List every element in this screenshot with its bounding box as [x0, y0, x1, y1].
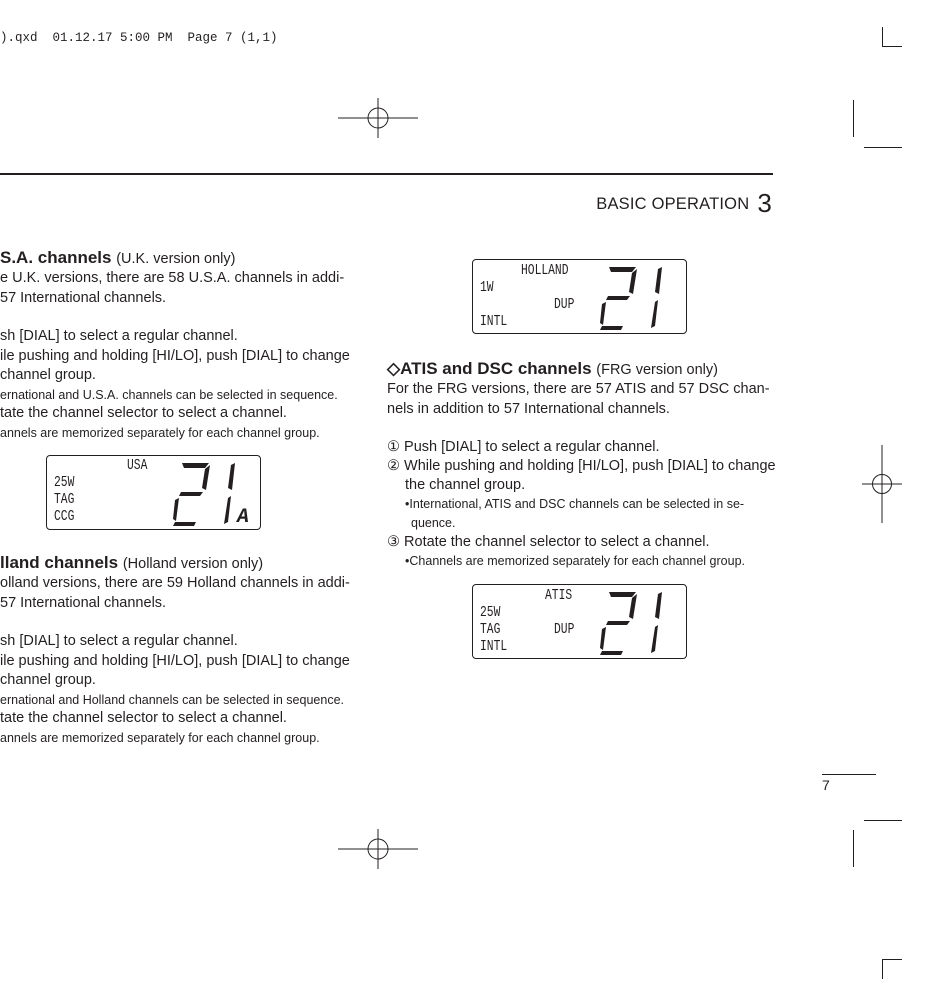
page-number-rule — [822, 774, 876, 775]
lcd-digit-2 — [600, 592, 637, 655]
lcd-label: INTL — [480, 314, 508, 330]
step-marker: ① — [387, 439, 400, 455]
holland-step-note: ernational and Holland channels can be selected in sequence. — [0, 693, 344, 707]
registration-mark-icon — [338, 829, 418, 869]
atis-heading-note: (FRG version only) — [596, 362, 718, 378]
step-note-text: Channels are memorized separately for each channel group. — [409, 554, 745, 568]
usa-heading — [0, 248, 235, 268]
atis-step — [387, 438, 660, 458]
step-text: Push [DIAL] to select a regular channel. — [404, 439, 660, 455]
lcd-channel-suffix: A — [237, 506, 250, 529]
lcd-channel-digits — [600, 265, 675, 329]
holland-intro-line: 57 International channels. — [0, 595, 167, 611]
holland-heading-note: (Holland version only) — [122, 556, 264, 572]
lcd-channel-digits — [600, 590, 675, 654]
lcd-digit-2 — [600, 267, 637, 330]
lcd-label: DUP — [554, 622, 575, 638]
usa-step: sh [DIAL] to select a regular channel. — [0, 328, 238, 344]
lcd-display-holland — [472, 259, 687, 334]
lcd-channel-digits — [173, 461, 253, 529]
holland-step: sh [DIAL] to select a regular channel. — [0, 633, 238, 649]
lcd-digit-1 — [224, 463, 235, 524]
page-number: 7 — [822, 777, 830, 793]
holland-step: ile pushing and holding [HI/LO], push [DIAL] to change — [0, 653, 350, 669]
step-text: Rotate the channel selector to select a channel. — [404, 534, 710, 550]
lcd-label: ATIS — [545, 588, 573, 604]
bullet-marker: • — [405, 497, 410, 511]
print-slug: ).qxd 01.12.17 5:00 PM Page 7 (1,1) — [0, 31, 278, 45]
holland-step: tate the channel selector to select a channel. — [0, 710, 287, 726]
diamond-icon: ◇ — [387, 359, 401, 378]
usa-step: tate the channel selector to select a channel. — [0, 405, 287, 421]
usa-step: ile pushing and holding [HI/LO], push [DIAL] to change — [0, 348, 350, 364]
usa-intro-line: 57 International channels. — [0, 290, 167, 306]
holland-heading-text: lland channels — [0, 553, 119, 572]
holland-heading — [0, 553, 263, 573]
atis-heading — [387, 359, 718, 379]
crop-mark — [864, 820, 902, 821]
crop-mark — [882, 27, 883, 47]
atis-intro-line: For the FRG versions, there are 57 ATIS and 57 DSC chan- — [387, 381, 770, 397]
lcd-digit-2 — [173, 463, 210, 526]
lcd-label: USA — [127, 458, 148, 474]
lcd-label: INTL — [480, 639, 508, 655]
lcd-label: CCG — [54, 509, 75, 525]
atis-step-note — [405, 495, 744, 515]
crop-mark — [882, 959, 902, 960]
lcd-label: TAG — [480, 622, 501, 638]
section-title-text: BASIC OPERATION — [596, 195, 750, 213]
atis-step-note: quence. — [411, 516, 456, 530]
usa-step: channel group. — [0, 367, 96, 383]
lcd-digit-1 — [651, 592, 662, 653]
registration-mark-icon — [338, 98, 418, 138]
usa-step-note: annels are memorized separately for each channel group. — [0, 426, 320, 440]
crop-mark — [882, 959, 883, 979]
lcd-label: 25W — [54, 475, 75, 491]
crop-mark — [882, 46, 902, 47]
usa-intro-line: e U.K. versions, there are 58 U.S.A. channels in addi- — [0, 270, 345, 286]
section-title — [596, 188, 772, 219]
usa-step-note: ernational and U.S.A. channels can be selected in sequence. — [0, 388, 338, 402]
holland-intro-line: olland versions, there are 59 Holland channels in addi- — [0, 575, 350, 591]
crop-mark — [864, 147, 902, 148]
lcd-display-usa — [46, 455, 261, 530]
holland-step: channel group. — [0, 672, 96, 688]
lcd-label: HOLLAND — [521, 263, 569, 279]
atis-step — [387, 533, 710, 553]
usa-heading-text: S.A. channels — [0, 248, 112, 267]
registration-mark-icon — [862, 445, 902, 523]
lcd-label: 1W — [480, 280, 494, 296]
atis-step — [387, 457, 776, 477]
atis-step-note — [405, 552, 745, 572]
lcd-label: DUP — [554, 297, 575, 313]
lcd-display-atis — [472, 584, 687, 659]
atis-intro-line: nels in addition to 57 International channels. — [387, 401, 670, 417]
holland-step-note: annels are memorized separately for each channel group. — [0, 731, 320, 745]
step-marker: ③ — [387, 534, 400, 550]
header-rule — [0, 173, 773, 175]
section-number: 3 — [757, 188, 772, 218]
lcd-label: TAG — [54, 492, 75, 508]
step-text: While pushing and holding [HI/LO], push [DIAL] to change — [404, 458, 776, 474]
atis-step: the channel group. — [405, 477, 526, 493]
atis-heading-text: ATIS and DSC channels — [400, 359, 592, 378]
step-note-text: International, ATIS and DSC channels can be selected in se- — [409, 497, 745, 511]
crop-mark — [853, 830, 854, 867]
crop-mark — [853, 100, 854, 137]
lcd-label: 25W — [480, 605, 501, 621]
usa-heading-note: (U.K. version only) — [116, 251, 236, 267]
bullet-marker: • — [405, 554, 410, 568]
step-marker: ② — [387, 458, 400, 474]
lcd-digit-1 — [651, 267, 662, 328]
